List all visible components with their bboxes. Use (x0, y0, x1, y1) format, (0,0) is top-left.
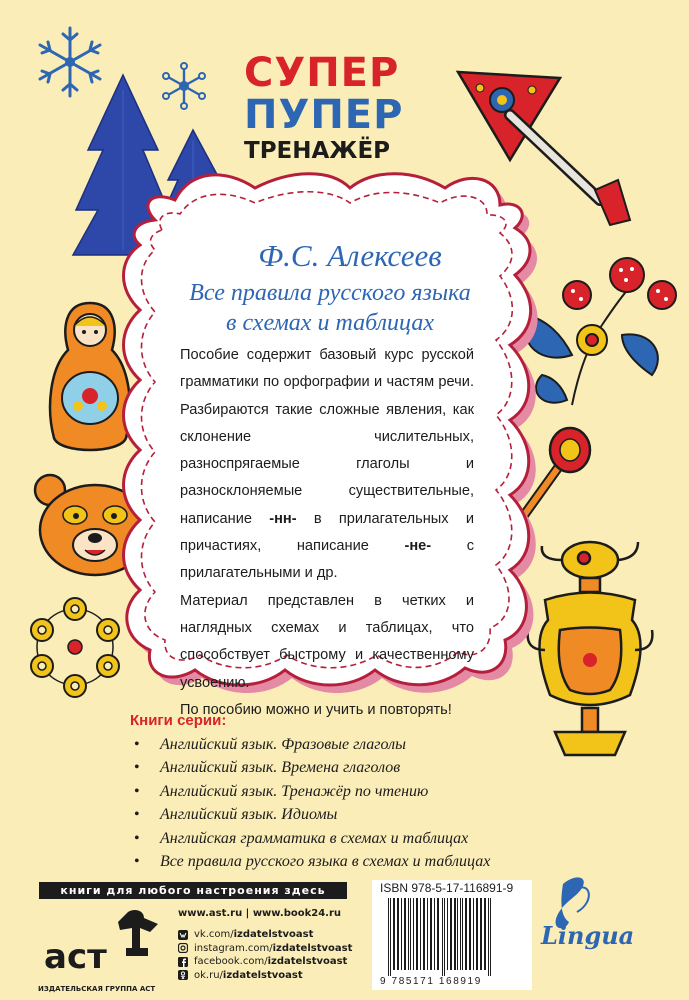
barcode-bar (390, 898, 391, 976)
barcode-bar (488, 898, 489, 976)
list-item: • Английский язык. Времена глаголов (134, 756, 490, 779)
barcode-bar (457, 898, 458, 970)
barcode-bar (410, 898, 411, 970)
barcode-bar (393, 898, 395, 970)
facebook-icon (178, 957, 188, 967)
barcode-bar (490, 898, 491, 976)
barcode-bar (447, 898, 448, 970)
barcode-bar (420, 898, 421, 970)
book-title (170, 278, 490, 338)
series-title-line2: ПУПЕР (244, 92, 404, 138)
barcode-bar (480, 898, 482, 970)
list-item: • Английский язык. Фразовые глаголы (134, 733, 490, 756)
description-paragraph-2: Материал представлен в четких и наглядных схемах и таблицах, что способствует быстрому и качественному усвоению. (180, 592, 474, 691)
barcode-bar (430, 898, 432, 970)
barcode-bar (413, 898, 414, 970)
ok-icon (178, 970, 188, 980)
suffix-nn: -нн- (269, 510, 297, 527)
barcode-bar (404, 898, 406, 970)
barcode-bar (416, 898, 418, 970)
series-title-line3: ТРЕНАЖЁР (244, 138, 391, 164)
social-link-ok[interactable]: ok.ru/ izdatelstvoast (178, 969, 352, 983)
barcode-bar (401, 898, 402, 970)
ast-logo (40, 904, 160, 984)
isbn-number: ISBN 978-5-17-116891-9 (380, 881, 514, 895)
website-links[interactable]: www.ast.ru | www.book24.ru (178, 908, 342, 919)
vk-icon (178, 930, 188, 940)
instagram-icon (178, 943, 188, 953)
list-item: • Английский язык. Идиомы (134, 803, 490, 826)
list-item: • Английский язык. Тренажёр по чтению (134, 780, 490, 803)
barcode-bar (469, 898, 471, 970)
ean-number: 9 785171 168919 (380, 976, 482, 987)
barcode-bar (460, 898, 461, 970)
barcode-bar (388, 898, 389, 976)
lingua-logo (535, 872, 650, 962)
book-title-line1: Все правила русского языка (189, 280, 471, 306)
barcode-bar (484, 898, 486, 970)
book-author: Ф.С. Алексеев (258, 238, 442, 273)
description-paragraph-3: По пособию можно и учить и повторять! (180, 701, 452, 718)
slogan-bar: книги для любого настроения здесь (39, 882, 347, 899)
social-link-facebook[interactable]: facebook.com/ izdatelstvoast (178, 955, 352, 969)
book-description (180, 342, 474, 724)
series-title-line1: СУПЕР (244, 50, 400, 96)
series-books-list (134, 733, 490, 873)
publisher-caption: ИЗДАТЕЛЬСКАЯ ГРУППА АСТ (38, 985, 156, 993)
barcode-bar (444, 898, 445, 976)
social-link-instagram[interactable]: instagram.com/ izdatelstvoast (178, 942, 352, 956)
social-link-vk[interactable]: vk.com/ izdatelstvoast (178, 928, 352, 942)
prefix-ne: -не- (404, 538, 432, 555)
barcode-bar (442, 898, 443, 976)
list-item: • Английская грамматика в схемах и таблицах (134, 827, 490, 850)
description-paragraph-1: Пособие содержит базовый курс русской грамматики по орфографии и частям речи. Разбираются такие сложные явления, как склонение числительных, разноспрягаемые глаголы и разносклоняемые существительные, написание -нн- в прилагательных и причастиях, написание -не- с прилагательными и др. (180, 347, 475, 582)
barcode-bar (437, 898, 439, 970)
barcode-bar (476, 898, 478, 970)
barcode-bar (465, 898, 467, 970)
list-item: • Все правила русского языка в схемах и таблицах (134, 850, 490, 873)
book-title-line2: в схемах и таблицах (226, 310, 434, 336)
barcode-bar (427, 898, 428, 970)
barcode-bar (434, 898, 435, 970)
barcode-bar (397, 898, 399, 970)
barcode-bar (473, 898, 474, 970)
barcode-bar (450, 898, 452, 970)
barcode-bar (462, 898, 463, 970)
barcode-bar (454, 898, 456, 970)
lingua-logo-text: Lingua (541, 921, 635, 950)
social-links (178, 928, 352, 982)
barcode-bar (408, 898, 409, 970)
ast-logo-text: аст (44, 937, 107, 977)
series-books-heading: Книги серии: (130, 712, 227, 729)
barcode-icon (384, 898, 524, 976)
barcode-bar (423, 898, 425, 970)
